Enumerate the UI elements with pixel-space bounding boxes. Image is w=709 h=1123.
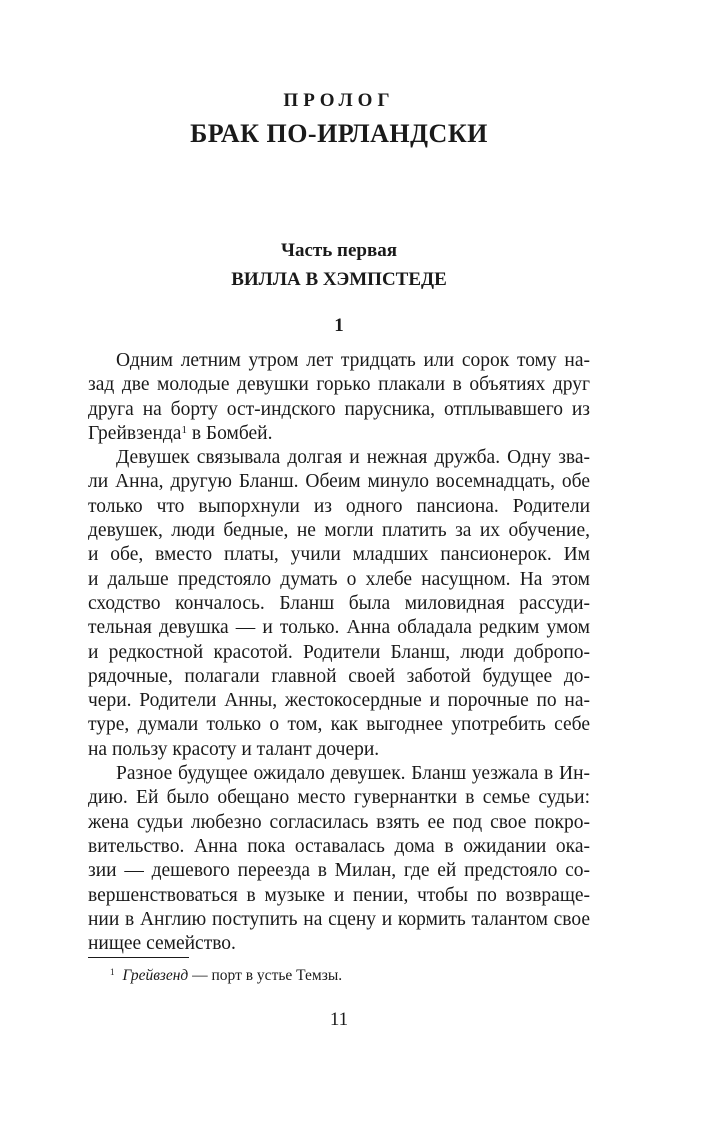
text-line: вительство. Анна пока оставалась дома в ожидании ока- (88, 835, 590, 857)
text-line: девушек, люди бедные, не могли платить за их обучение, (88, 520, 590, 542)
text-line: зад две молодые девушки горько плакали в объятиях друг (88, 374, 590, 396)
part-title: ВИЛЛА В ХЭМПСТЕДЕ (231, 269, 447, 290)
footnote-mark: 1 (110, 967, 115, 977)
footnote-text: — порт в устье Темзы. (188, 967, 343, 984)
text-line: и дальше предстояло думать о хлебе насущном. На этом (88, 568, 590, 590)
prologue-title: БРАК ПО-ИРЛАНДСКИ (190, 119, 488, 148)
text-line: дию. Ей было обещано место гувернантки в семье судьи: (88, 787, 590, 809)
chapter-number: 1 (334, 315, 344, 336)
text-line (88, 422, 590, 446)
footnote-ref-term: Грейвзенда (88, 422, 182, 444)
text-line: сходство кончалось. Бланш была миловидная рассуди- (88, 592, 590, 614)
body-text (88, 349, 590, 956)
text-line: и обе, вместо платы, учили младших пансионерок. Им (88, 544, 590, 566)
footnote-divider (88, 957, 189, 958)
text-line: жена судьи любезно согласилась взять ее под свое покро- (88, 811, 590, 833)
text-line: Одним летним утром лет тридцать или сорок тому на- (116, 350, 590, 371)
text-line: чери. Родители Анны, жестокосердные и порочные по на- (88, 690, 590, 712)
footnote-term: Грейвзенд (122, 967, 189, 984)
text-line: зии — дешевого переезда в Милан, где ей предстояло со- (88, 860, 590, 882)
text-line: только что выпорхнули из одного пансиона. Родители (88, 495, 590, 517)
text-line: на пользу красоту и талант дочери. (88, 738, 380, 760)
text-fragment: в Бомбей. (186, 422, 273, 444)
footnote-ref-mark: 1 (181, 423, 187, 436)
text-line: Разное будущее ожидало девушек. Бланш уезжала в Ин- (116, 763, 590, 785)
text-line: нищее семейство. (88, 933, 236, 955)
text-line: вершенствоваться в музыке и пении, чтобы по возвраще- (88, 884, 590, 906)
text-line: друга на борту ост-индского парусника, отплывавшего из (88, 398, 590, 420)
text-line: тельная девушка — и только. Анна обладала редким умом (88, 617, 590, 639)
book-page (88, 0, 590, 1123)
paragraph-1 (88, 349, 590, 446)
paragraph-2 (88, 446, 590, 762)
paragraph-3 (88, 762, 590, 956)
text-line: Девушек связывала долгая и нежная дружба. Одну зва- (116, 447, 590, 469)
part-label: Часть первая (281, 240, 397, 261)
text-line: рядочные, полагали главной своей заботой будущее до- (88, 665, 590, 687)
page-number: 11 (329, 1009, 349, 1030)
text-line: туре, думали только о том, как выгоднее употребить себе (88, 714, 590, 736)
prologue-label: ПРОЛОГ (283, 90, 395, 111)
text-line: и редкостной красотой. Родители Бланш, люди добропо- (88, 641, 590, 663)
text-line: ли Анна, другую Бланш. Обеим минуло восемнадцать, обе (88, 471, 590, 493)
footnote (110, 966, 342, 986)
text-line: нии в Англию поступить на сцену и кормить талантом свое (88, 908, 590, 930)
